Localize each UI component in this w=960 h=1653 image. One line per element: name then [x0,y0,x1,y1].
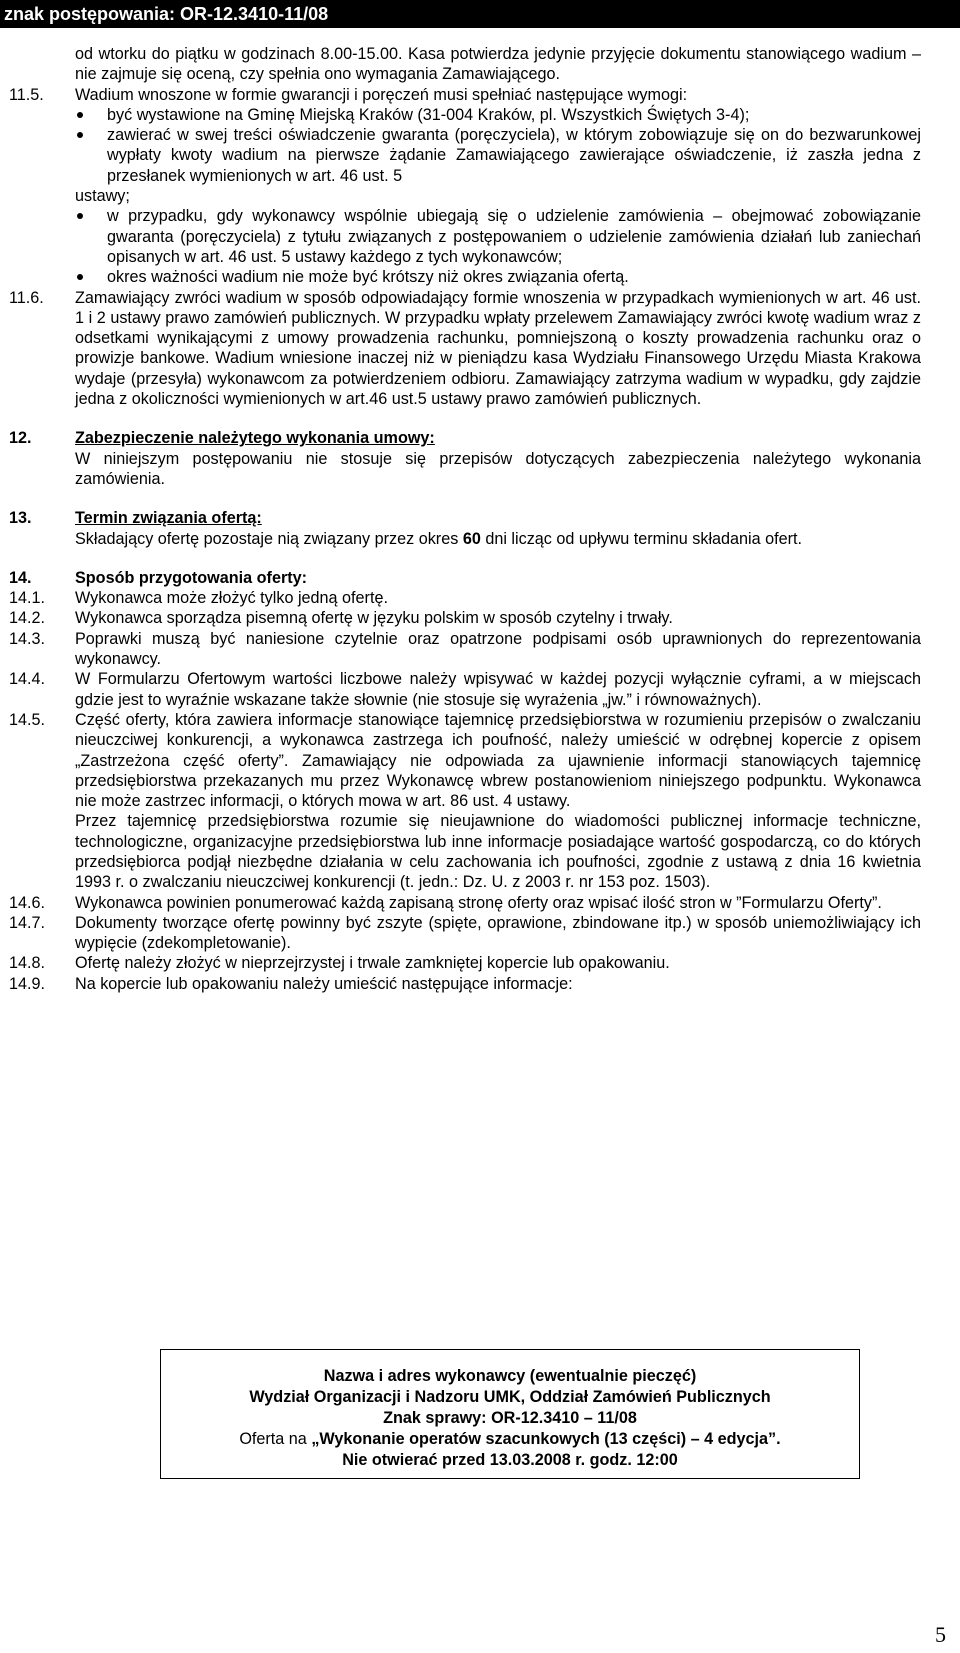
section-14-6: 14.6. Wykonawca powinien ponumerować każdą zapisaną stronę oferty oraz wpisać ilość stron w ”Formularzu Oferty”. [9,893,882,912]
section-14-3: 14.3. Poprawki muszą być naniesione czytelnie oraz opatrzone podpisami osób uprawnionych do reprezentowania wykonawcy. [9,629,921,669]
list-item: zawierać w swej treści oświadczenie gwaranta (poręczyciela), w którym zobowiązuje się on do bezwarunkowej wypłaty kwoty wadium na pierwsze żądanie Zamawiającego zawierające oświadczenie, iż zaszła jedna z przesłanek wymienionych w art. 46 ust. 5 [75,125,921,186]
section-12 [9,428,921,489]
section-11-6 [9,288,921,410]
envelope-line: Znak sprawy: OR-12.3410 – 11/08 [383,1409,637,1427]
section-number: 12. [9,429,32,448]
section-heading: Termin związania ofertą: [75,509,262,528]
section-14-2: 14.2. Wykonawca sporządza pisemną ofertę w języku polskim w sposób czytelny i trwały. [9,609,673,628]
section-number: 13. [9,509,32,528]
section-text: Wadium wnoszone w formie gwarancji i poręczeń musi spełniać następujące wymogi: [75,85,688,104]
bullet-icon [77,112,83,118]
bullet-icon [77,213,83,219]
section-11-5-cont: ustawy; [75,187,130,206]
section-14-4: 14.4. W Formularzu Ofertowym wartości liczbowe należy wpisywać w każdej pozycji wyłącznie cyframi, a w miejscach gdzie jest to wyraźnie wskazane także słownie (nie stosuje się wyrażenia „jw.” i równoważnych). [9,670,921,709]
section-number: 11.5. [9,85,44,104]
section-heading: Zabezpieczenie należytego wykonania umowy: [75,429,435,448]
intro-text: od wtorku do piątku w godzinach 8.00-15.00. Kasa potwierdza jedynie przyjęcie dokumentu stanowiącego wadium – nie zajmuje się oceną, czy spełnia ono wymagania Zamawiającego. [75,45,921,84]
list-item: być wystawione na Gminę Miejską Kraków (31-004 Kraków, pl. Wszystkich Świętych 3-4); [75,105,921,125]
page-number: 5 [935,1621,946,1647]
section-14-7: 14.7. Dokumenty tworzące ofertę powinny być zszyte (spięte, oprawione, zbindowane itp.) w sposób uniemożliwiający ich wypięcie (zdekompletowanie). [9,913,921,953]
document-header: znak postępowania: OR-12.3410-11/08 [0,0,960,28]
document-body [9,44,921,994]
section-14-8: 14.8. Ofertę należy złożyć w nieprzejrzystej i trwale zamkniętej kopercie lub opakowaniu. [9,954,670,973]
section-text: Zamawiający zwróci wadium w sposób odpowiadający formie wnoszenia w przypadkach wymienionych w art. 46 ust. 1 i 2 ustawy prawo zamówień publicznych. W przypadku wpłaty przelewem Zamawiający zwróci kwotę wadium wraz z odsetkami wynikającymi z umowy prowadzenia rachunku, pomniejszoną o koszty prowadzenia rachunku oraz o prowizje bankowe. Wadium wniesione inaczej niż w pieniądzu kasa Wydziału Finansowego Urzędu Miasta Krakowa wydaje (przesyła) wykonawcom za potwierdzeniem odbioru. Zamawiający zatrzyma wadium w wypadku, gdy zajdzie jedna z okoliczności wymienionych w art.46 ust.5 ustawy prawo zamówień publicznych. [75,288,921,409]
envelope-line: Nazwa i adres wykonawcy (ewentualnie pieczęć) [323,1367,697,1385]
section-text: W niniejszym postępowaniu nie stosuje się przepisów dotyczących zabezpieczenia należytego wykonania zamówienia. [75,449,921,488]
section-number: 14. [9,568,32,587]
envelope-label-box [160,1349,860,1479]
envelope-line: Nie otwierać przed 13.03.2008 r. godz. 12:00 [342,1451,678,1469]
section-13 [9,508,921,549]
section-14 [9,568,921,588]
section-text: Składający ofertę pozostaje nią związany przez okres 60 dni licząc od upływu terminu składania ofert. [75,529,803,548]
bullet-icon [77,274,83,280]
section-14-1: 14.1. Wykonawca może złożyć tylko jedną ofertę. [9,589,388,608]
envelope-line: Wydział Organizacji i Nadzoru UMK, Oddział Zamówień Publicznych [249,1388,771,1406]
days-value: 60 [462,529,481,548]
section-number: 11.6. [9,288,44,307]
intro-paragraph [9,44,921,85]
bullet-icon [77,132,83,138]
section-14-9: 14.9. Na kopercie lub opakowaniu należy umieścić następujące informacje: [9,974,573,993]
section-14-5: 14.5. Część oferty, która zawiera informacje stanowiące tajemnicę przedsiębiorstwa w rozumieniu przepisów o zwalczaniu nieuczciwej konkurencji, a wykonawca zastrzega ich poufność, należy umieścić w odrębnej kopercie z opisem „Zastrzeżona część oferty”. Zamawiający nie odpowiada za ujawnienie informacji stanowiących tajemnicę przedsiębiorstwa przekazanych mu przez Wykonawcę wbrew postanowieniom niniejszego podpunktu. Wykonawca nie może zastrzec informacji, o których mowa w art. 86 ust. 4 ustawy. Przez tajemnicę przedsiębiorstwa rozumie się nieujawnione do wiadomości publicznej informacje techniczne, technologiczne, organizacyjne przedsiębiorstwa lub inne informacje posiadające wartość gospodarczą, co do których przedsiębiorca podjął niezbędne działania w celu zachowania ich poufności, zgodnie z ustawą z dnia 16 kwietnia 1993 r. o zwalczaniu nieuczciwej konkurencji (t. jedn.: Dz. U. z 2003 r. nr 153 poz. 1503). [9,710,921,892]
list-item: okres ważności wadium nie może być krótszy niż okres związania ofertą. [75,267,921,287]
envelope-line: Oferta na „Wykonanie operatów szacunkowych (13 części) – 4 edycja”. [239,1430,781,1448]
section-11-5-bullets-2 [9,206,921,287]
list-item: w przypadku, gdy wykonawcy wspólnie ubiegają się o udzielenie zamówienia – obejmować zobowiązanie gwaranta (poręczyciela) z tytułu związanych z postępowaniem o udzielenie zamówienia działań lub zaniechań opisanych w art. 46 ust. 5 ustawy każdego z tych wykonawców; [75,206,921,267]
section-heading: Sposób przygotowania oferty: [75,568,308,587]
section-11-5-bullets [9,105,921,186]
section-11-5 [9,85,921,105]
